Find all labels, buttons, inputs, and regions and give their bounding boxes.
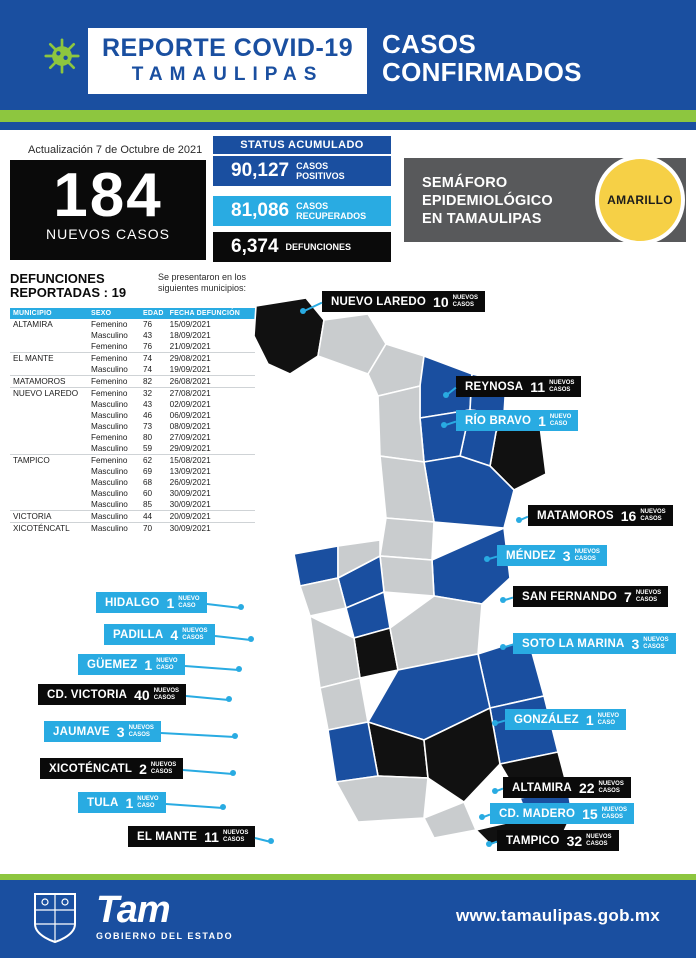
map-label-value: 2 [139, 760, 147, 777]
map-label-nuevo-laredo [322, 291, 485, 312]
semaforo-line2: EPIDEMIOLÓGICO [422, 193, 553, 209]
table-row [10, 488, 255, 499]
cell-sexo: Masculino [91, 444, 128, 453]
cell-fecha: 06/09/2021 [169, 411, 211, 420]
col-fecha: FECHA DEFUNCIÓN [167, 308, 255, 319]
semaforo-line1: SEMÁFORO [422, 175, 508, 191]
table-row [10, 341, 255, 353]
page-header [0, 0, 696, 110]
cell-edad: 85 [143, 500, 153, 509]
cell-sexo: Femenino [88, 353, 140, 365]
map-svg [228, 278, 688, 858]
table-row [10, 443, 255, 455]
map-label-sub: NUEVOS CASOS [640, 509, 666, 522]
cell-municipio: ALTAMIRA [13, 320, 53, 329]
map-label-name: MÉNDEZ [506, 549, 556, 562]
map-label-sub: NUEVOS CASOS [153, 688, 180, 701]
cell-sexo: Femenino [88, 455, 140, 467]
map-region-jimenez [380, 518, 434, 560]
map-label-name: HIDALGO [105, 596, 160, 609]
map-label-sub: NUEVO CASO [549, 414, 572, 427]
stat-positivos [213, 156, 391, 186]
map-label-name: REYNOSA [465, 380, 524, 393]
header-subtitle-line1: CASOS [382, 29, 476, 59]
map-label-name: TULA [87, 796, 119, 809]
map-region-abasolo [380, 556, 434, 596]
map-label-sub: NUEVOS CASOS [128, 725, 154, 738]
stat-defunciones [213, 232, 391, 262]
map-label-name: GONZÁLEZ [514, 713, 579, 726]
cell-fecha: 13/09/2021 [169, 467, 211, 476]
new-cases-box [10, 160, 206, 260]
table-row [10, 499, 255, 511]
table-row [10, 410, 255, 421]
cell-municipio [10, 488, 88, 499]
map-label-name: XICOTÉNCATL [49, 762, 133, 775]
map-label-value: 16 [620, 507, 637, 524]
cell-fecha: 15/09/2021 [169, 320, 211, 329]
map-label-name: CD. MADERO [499, 807, 576, 820]
stat-recuperados-value: 81,086 [231, 200, 290, 221]
map-region-soto-la-marina [432, 528, 510, 604]
table-row [10, 466, 255, 477]
map-label-name: PADILLA [113, 628, 164, 641]
map-label-name: ALTAMIRA [512, 781, 572, 794]
map-label-value: 1 [166, 594, 175, 611]
map-label-value: 1 [125, 794, 134, 811]
defunciones-note: Se presentaron en los siguientes municipios: [158, 272, 247, 293]
update-date: Actualización 7 de Octubre de 2021 [28, 144, 203, 156]
cell-fecha: 19/09/2021 [169, 365, 211, 374]
table-header-row [10, 308, 255, 319]
map-label-value: 11 [204, 828, 219, 845]
map-label-sub: NUEVOS CASOS [182, 628, 208, 641]
table-row [10, 477, 255, 488]
map-label-padilla [104, 624, 215, 645]
cell-municipio: TAMPICO [10, 455, 88, 467]
cell-sexo: Masculino [91, 365, 128, 374]
cell-edad: 74 [143, 365, 153, 374]
header-subtitle-line2: CONFIRMADOS [382, 57, 582, 88]
table-row [10, 511, 255, 523]
map-label-value: 1 [538, 412, 546, 429]
table-row [10, 353, 255, 365]
cell-fecha: 15/08/2021 [167, 455, 255, 467]
map-label-r-o-bravo [456, 410, 578, 431]
stat-recuperados [213, 196, 391, 226]
map-label-hidalgo [96, 592, 207, 613]
cell-fecha: 30/09/2021 [169, 500, 211, 509]
cell-edad: 73 [143, 422, 153, 431]
map-label-sub: NUEVOS CASOS [643, 637, 669, 650]
map-label-sub: NUEVOS CASOS [601, 807, 628, 820]
map-leader-line [186, 695, 229, 701]
map-label-san-fernando [513, 586, 668, 607]
map-label-value: 1 [144, 656, 153, 673]
map-label-value: 3 [631, 635, 640, 652]
map-region-nuevo-laredo [254, 298, 324, 374]
map-label-value: 10 [433, 293, 449, 310]
map-label-value: 40 [134, 686, 150, 703]
defunciones-title-line2: REPORTADAS : 19 [10, 285, 127, 300]
semaforo-line3: EN TAMAULIPAS [422, 211, 542, 227]
cell-edad: 76 [143, 342, 153, 351]
cell-municipio [10, 399, 88, 410]
map-region-burgos [378, 386, 424, 462]
cell-municipio [10, 443, 88, 455]
cell-sexo: Masculino [91, 400, 128, 409]
map-region-antiguo-morelos [424, 802, 476, 838]
header-blue-band [0, 122, 696, 130]
status-header: STATUS ACUMULADO [213, 136, 391, 154]
cell-municipio: MATAMOROS [10, 376, 88, 388]
table-row [10, 421, 255, 432]
cell-edad: 32 [140, 388, 167, 400]
semaforo-level-badge [595, 155, 685, 245]
map-label-sub: NUEVOS CASOS [452, 295, 478, 308]
cell-sexo: Femenino [88, 388, 140, 400]
map-label-value: 22 [578, 779, 595, 796]
col-sexo: SEXO [88, 308, 140, 319]
stat-recuperados-label: CASOS RECUPERADOS [296, 201, 367, 221]
cell-sexo: Femenino [88, 376, 140, 388]
map-label-gonz-lez [505, 709, 626, 730]
map-label-sub: NUEVOS CASOS [598, 781, 624, 794]
map-label-reynosa [456, 376, 581, 397]
stat-positivos-label: CASOS POSITIVOS [296, 161, 345, 181]
map-label-sub: NUEVO CASO [178, 596, 200, 609]
cell-edad: 43 [143, 400, 153, 409]
table-row [10, 330, 255, 341]
map-label-name: SAN FERNANDO [522, 590, 618, 603]
map-label-value: 4 [170, 626, 179, 643]
semaforo-level-label: AMARILLO [607, 193, 673, 207]
cell-edad: 76 [143, 320, 153, 329]
table-row [10, 376, 255, 388]
virus-icon [44, 38, 80, 74]
report-title-box [88, 28, 367, 94]
cell-municipio [10, 477, 88, 488]
cell-edad: 46 [143, 411, 153, 420]
map-label-value: 1 [585, 711, 594, 728]
cell-sexo: Femenino [91, 320, 128, 329]
map-label-value: 15 [582, 805, 598, 822]
map-label-jaumave [44, 721, 161, 742]
cell-municipio [10, 466, 88, 477]
stat-positivos-value: 90,127 [231, 160, 290, 181]
map-label-sub: NUEVO CASO [156, 658, 178, 671]
cell-edad: 74 [140, 353, 167, 365]
map-label-sub: NUEVO CASO [597, 713, 619, 726]
cell-sexo: Masculino [91, 489, 128, 498]
cell-municipio [10, 421, 88, 432]
cell-fecha: 21/09/2021 [169, 342, 211, 351]
table-row [10, 388, 255, 400]
map-label-name: CD. VICTORIA [47, 688, 128, 701]
cell-municipio: EL MANTE [10, 353, 88, 365]
cell-sexo: Masculino [91, 331, 128, 340]
cell-fecha: 02/09/2021 [169, 400, 211, 409]
map-label-tula [78, 792, 166, 813]
cell-municipio [10, 499, 88, 511]
stat-defunciones-label: DEFUNCIONES [285, 242, 352, 252]
map-label-cd-victoria [38, 684, 186, 705]
cell-fecha: 26/09/2021 [169, 478, 211, 487]
map-label-name: MATAMOROS [537, 509, 614, 522]
table-row [10, 399, 255, 410]
cell-municipio: VICTORIA [10, 511, 88, 523]
map-label-matamoros [528, 505, 673, 526]
cell-municipio: XICOTÉNCATL [10, 523, 88, 535]
tam-logo-wordmark: Tam [96, 889, 170, 931]
cell-fecha: 29/08/2021 [167, 353, 255, 365]
cell-fecha: 18/09/2021 [169, 331, 211, 340]
map-region-ocampo [336, 776, 428, 822]
cell-fecha: 30/09/2021 [167, 523, 255, 535]
map-label-sub: NUEVOS CASOS [574, 549, 600, 562]
tamaulipas-map [228, 278, 688, 858]
map-label-value: 32 [566, 832, 583, 849]
tam-logo [96, 890, 233, 941]
map-label-value: 11 [530, 378, 546, 395]
map-label-m-ndez [497, 545, 607, 566]
map-label-name: GÜEMEZ [87, 658, 138, 671]
cell-edad: 82 [140, 376, 167, 388]
stat-defunciones-value: 6,374 [231, 236, 279, 257]
map-region-jaumave2 [320, 678, 368, 730]
cell-edad: 43 [143, 331, 153, 340]
cell-edad: 69 [143, 467, 153, 476]
report-title-main: REPORTE COVID-19 [102, 34, 354, 62]
map-label-sub: NUEVO CASO [137, 796, 159, 809]
cell-edad: 59 [143, 444, 153, 453]
cell-edad: 62 [140, 455, 167, 467]
cell-edad: 60 [143, 489, 153, 498]
cell-fecha: 30/09/2021 [169, 489, 211, 498]
cell-sexo: Masculino [88, 523, 140, 535]
map-label-sub: NUEVOS CASOS [222, 830, 249, 843]
map-label-soto-la-marina [513, 633, 676, 654]
cell-edad: 80 [143, 433, 153, 442]
table-row [10, 523, 255, 535]
map-label-el-mante [128, 826, 255, 847]
map-leader-line [161, 732, 235, 738]
defunciones-table [10, 308, 255, 534]
map-label-tampico [497, 830, 619, 851]
cell-edad: 70 [140, 523, 167, 535]
cell-municipio: NUEVO LAREDO [10, 388, 88, 400]
map-label-xicot-ncatl [40, 758, 183, 779]
cell-municipio [10, 330, 88, 341]
map-label-name: EL MANTE [137, 830, 198, 843]
cell-edad: 68 [143, 478, 153, 487]
cell-sexo: Masculino [91, 478, 128, 487]
new-cases-number: 184 [53, 161, 163, 230]
cell-sexo: Masculino [91, 500, 128, 509]
map-label-sub: NUEVOS CASOS [586, 834, 612, 847]
cell-sexo: Masculino [88, 511, 140, 523]
cell-municipio [10, 410, 88, 421]
col-municipio: MUNICIPIO [10, 308, 88, 319]
cell-municipio [10, 341, 88, 353]
cell-fecha: 27/08/2021 [167, 388, 255, 400]
map-label-name: JAUMAVE [53, 725, 110, 738]
map-label-name: RÍO BRAVO [465, 414, 532, 427]
defunciones-title [10, 272, 150, 300]
defunciones-title-line1: DEFUNCIONES [10, 271, 105, 286]
cell-edad: 44 [140, 511, 167, 523]
map-label-name: NUEVO LAREDO [331, 295, 427, 308]
map-label-altamira [503, 777, 631, 798]
new-cases-label: NUEVOS CASOS [45, 226, 171, 242]
map-leader-line [166, 803, 223, 809]
state-shield-icon [32, 892, 78, 944]
header-subtitle [382, 30, 582, 86]
map-label-sub: NUEVOS CASOS [549, 380, 575, 393]
map-leader-line [183, 769, 233, 775]
website-url[interactable]: www.tamaulipas.gob.mx [455, 906, 660, 925]
map-label-sub: NUEVOS CASOS [635, 590, 662, 603]
table-row [10, 432, 255, 443]
cell-sexo: Masculino [91, 411, 128, 420]
map-label-name: SOTO LA MARINA [522, 637, 625, 650]
cell-fecha: 29/09/2021 [169, 444, 211, 453]
map-label-value: 3 [116, 723, 125, 740]
col-edad: EDAD [140, 308, 167, 319]
cell-fecha: 20/09/2021 [167, 511, 255, 523]
header-green-band [0, 110, 696, 122]
map-label-cd-madero [490, 803, 634, 824]
table-row [10, 364, 255, 376]
map-label-sub: NUEVOS CASOS [150, 762, 177, 775]
map-label-g-emez [78, 654, 185, 675]
cell-municipio [10, 364, 88, 376]
cell-sexo: Masculino [91, 422, 128, 431]
table-row [10, 455, 255, 467]
table-row [10, 319, 255, 330]
map-label-value: 7 [624, 588, 632, 605]
cell-sexo: Femenino [91, 433, 128, 442]
cell-fecha: 26/08/2021 [167, 376, 255, 388]
cell-fecha: 08/09/2021 [169, 422, 211, 431]
report-title-state: TAMAULIPAS [131, 64, 324, 85]
semaforo-text [422, 174, 553, 228]
map-label-value: 3 [562, 547, 571, 564]
cell-fecha: 27/09/2021 [169, 433, 211, 442]
tam-logo-subtitle: GOBIERNO DEL ESTADO [96, 931, 234, 941]
map-label-name: TAMPICO [506, 834, 560, 847]
cell-sexo: Femenino [91, 342, 128, 351]
cell-municipio [10, 432, 88, 443]
cell-sexo: Masculino [91, 467, 128, 476]
